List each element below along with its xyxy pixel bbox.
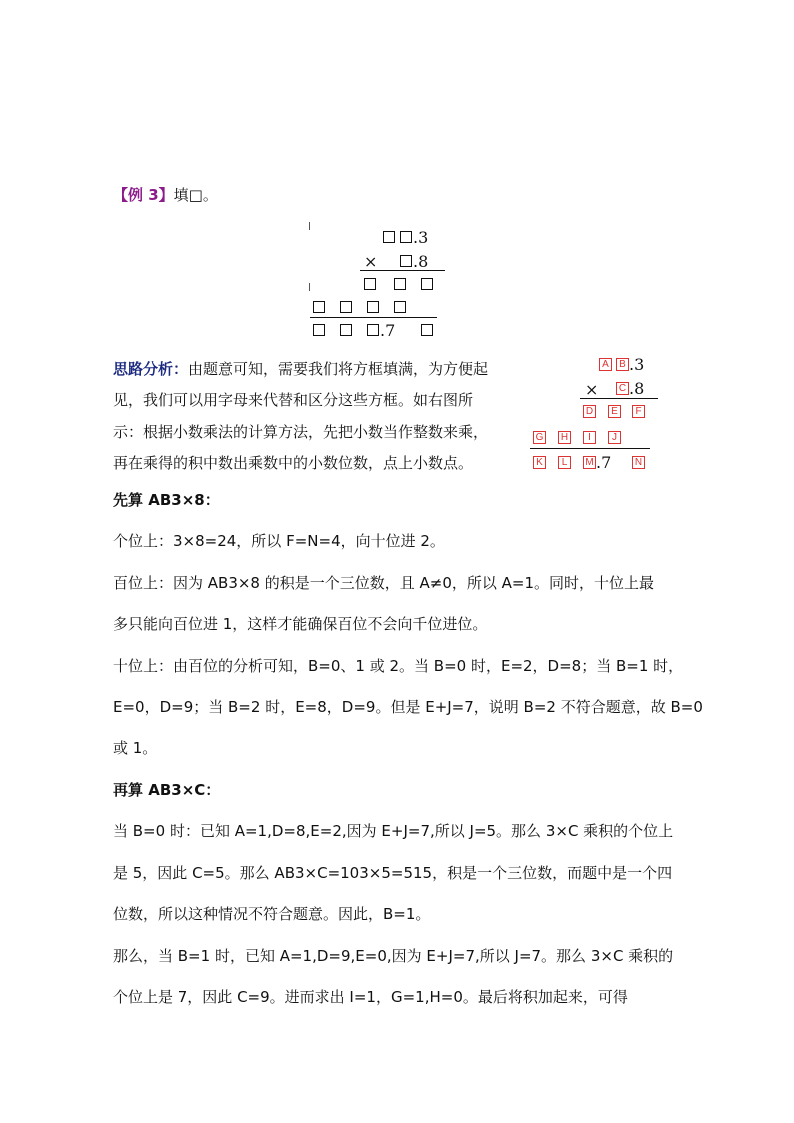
paragraph-b0-1: 当 B=0 时：已知 A=1,D=8,E=2,因为 E+J=7,所以 J=5。那么 3×C 乘积的个位上 — [113, 822, 674, 840]
analysis-line-2: 见，我们可以用字母来代替和区分这些方框。如右图所 — [113, 391, 474, 409]
blank-box — [364, 278, 376, 290]
paragraph-b1-2: 个位上是 7，因此 C=9。进而求出 I=1，G=1,H=0。最后将积加起来，可得 — [113, 988, 628, 1006]
blank-box — [421, 278, 433, 290]
blank-box — [340, 301, 352, 313]
letter-box: J — [608, 431, 621, 444]
letter-box: A — [599, 358, 612, 371]
letter-box: K — [533, 456, 546, 469]
analysis-label: 思路分析 — [113, 360, 174, 378]
puzzle-figure — [300, 220, 460, 350]
heading-second-step: 再算 AB3×C： — [113, 781, 221, 799]
letter-box: I — [583, 431, 596, 444]
paragraph-tens-3: 或 1。 — [113, 739, 158, 757]
letter-box: C — [616, 382, 629, 395]
blank-box — [421, 324, 433, 336]
blank-box — [394, 278, 406, 290]
letter-box: B — [616, 358, 629, 371]
product-decimal: .7 — [596, 453, 612, 472]
letter-box: H — [558, 431, 571, 444]
blank-box — [367, 324, 379, 336]
rule-line — [310, 317, 437, 318]
analysis-colon: ： — [173, 360, 189, 378]
paragraph-b1-1: 那么，当 B=1 时，已知 A=1,D=9,E=0,因为 E+J=7,所以 J=7。那么 3×C 乘积的 — [113, 947, 674, 965]
blank-box — [394, 301, 406, 313]
letter-box: N — [632, 456, 645, 469]
blank-box — [400, 231, 412, 243]
blank-box — [313, 324, 325, 336]
blank-box — [400, 255, 412, 267]
rule-line — [530, 448, 650, 449]
paragraph-b0-2: 是 5，因此 C=5。那么 AB3×C=103×5=515，积是一个三位数，而题中是一个四 — [113, 864, 673, 882]
analysis-line-4: 再在乘得的积中数出乘数中的小数位数，点上小数点。 — [113, 454, 474, 472]
product-decimal: .7 — [380, 321, 396, 340]
paragraph-tens-1: 十位上：由百位的分析可知，B=0、1 或 2。当 B=0 时，E=2，D=8；当 B=1 时， — [113, 657, 684, 675]
multiply-sign: × — [585, 380, 599, 399]
example-title: 填□。 — [173, 186, 218, 204]
heading-first-step: 先算 AB3×8： — [113, 491, 220, 509]
paragraph-b0-3: 位数，所以这种情况不符合题意。因此，B=1。 — [113, 905, 431, 923]
tick-mark — [309, 283, 310, 291]
letter-box: L — [558, 456, 571, 469]
rule-line — [360, 270, 445, 271]
blank-box — [340, 324, 352, 336]
tick-mark — [309, 222, 310, 230]
multiplier-tail: .8 — [413, 252, 429, 271]
paragraph-ones: 个位上：3×8=24，所以 F=N=4，向十位进 2。 — [113, 532, 445, 550]
letter-box: M — [583, 456, 596, 469]
blank-box — [313, 301, 325, 313]
multiplicand-tail: .3 — [629, 355, 645, 374]
letter-box: D — [583, 405, 596, 418]
letter-box: F — [632, 405, 645, 418]
blank-box — [367, 301, 379, 313]
blank-box — [383, 231, 395, 243]
analysis-line-3: 示：根据小数乘法的计算方法，先把小数当作整数来乘， — [113, 423, 489, 441]
multiplier-tail: .8 — [629, 379, 645, 398]
paragraph-hundreds-2: 多只能向百位进 1，这样才能确保百位不会向千位进位。 — [113, 615, 488, 633]
letter-box: E — [608, 405, 621, 418]
paragraph-tens-2: E=0，D=9；当 B=2 时，E=8，D=9。但是 E+J=7，说明 B=2 不符合题意，故 B=0 — [113, 698, 703, 716]
analysis-line-1 — [113, 359, 488, 379]
lettered-figure — [528, 352, 668, 477]
example-heading — [113, 185, 218, 205]
multiplicand-tail: .3 — [413, 228, 429, 247]
example-tag: 【例 3】 — [113, 186, 174, 204]
paragraph-hundreds-1: 百位上：因为 AB3×8 的积是一个三位数，且 A≠0，所以 A=1。同时，十位上最 — [113, 574, 655, 592]
multiply-sign: × — [364, 252, 378, 271]
letter-box: G — [533, 431, 546, 444]
analysis-text: 由题意可知，需要我们将方框填满，为方便起 — [188, 360, 489, 378]
rule-line — [580, 398, 658, 399]
